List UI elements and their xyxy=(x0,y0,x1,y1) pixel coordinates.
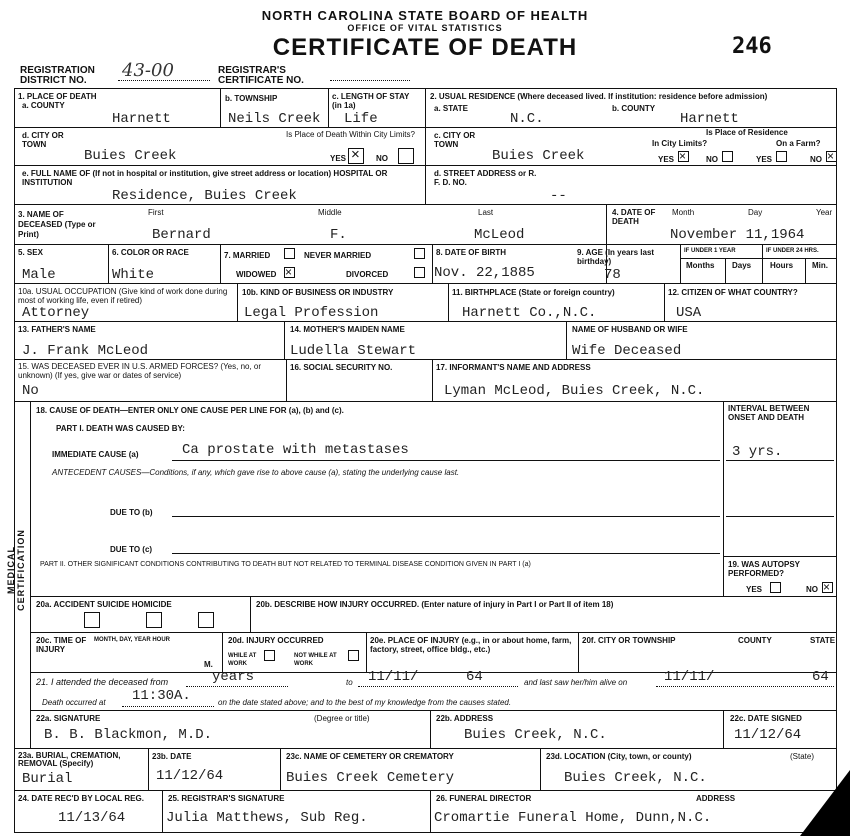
director-label: 26. FUNERAL DIRECTOR xyxy=(436,794,532,803)
homicide-box[interactable] xyxy=(198,612,214,628)
sex-label: 5. SEX xyxy=(18,248,43,257)
mother-value: Ludella Stewart xyxy=(290,343,417,359)
last-saw-year: 64 xyxy=(812,669,829,685)
forces-value: No xyxy=(22,383,39,399)
address-value: Buies Creek, N.C. xyxy=(464,727,607,743)
race-label: 6. COLOR OR RACE xyxy=(112,248,189,257)
autopsy-no-label: NO xyxy=(806,585,818,594)
last-name: McLeod xyxy=(474,227,525,243)
res-street: -- xyxy=(550,188,567,204)
res-place-label: Is Place of Residence xyxy=(706,128,788,137)
burial-date-label: 23b. DATE xyxy=(152,752,192,761)
injury-city-label: 20f. CITY OR TOWNSHIP xyxy=(582,636,676,645)
sex-value: Male xyxy=(22,267,56,283)
accident-box[interactable] xyxy=(84,612,100,628)
while-work-label: WHILE AT WORK xyxy=(228,653,257,667)
married-label: 7. MARRIED xyxy=(224,251,271,260)
never-married-label: NEVER MARRIED xyxy=(304,251,372,260)
autopsy-label: 19. WAS AUTOPSY PERFORMED? xyxy=(728,560,800,578)
death-township-label: b. TOWNSHIP xyxy=(225,94,278,103)
death-limits-yes-box[interactable]: × xyxy=(348,148,364,164)
injury-m-label: M. xyxy=(204,660,213,669)
death-time: 11:30A. xyxy=(132,688,191,704)
director-value: Cromartie Funeral Home, Dunn,N.C. xyxy=(434,810,712,826)
occurred-rest: on the date stated above; and to the best of my knowledge from the causes stated. xyxy=(218,698,512,707)
death-county: Harnett xyxy=(112,111,171,127)
citizen-value: USA xyxy=(676,305,702,321)
stay-value: Life xyxy=(344,111,378,127)
name-label: 3. NAME OF DECEASED (Type or Print) xyxy=(18,210,96,239)
death-limits-yes-label: YES xyxy=(330,154,347,163)
forces-label: 15. WAS DECEASED EVER IN U.S. ARMED FORCES? (Yes, no, or unknown) (If yes, give war or dates of service) xyxy=(18,362,262,380)
dod-month-label: Month xyxy=(672,208,695,217)
first-name: Bernard xyxy=(152,227,211,243)
age-label: 9. AGE (In years last birthday) xyxy=(577,248,655,266)
part2-label: PART II. OTHER SIGNIFICANT CONDITIONS CONTRIBUTING TO DEATH BUT NOT RELATED TO TERMINAL DISEASE CONDITION GIVEN IN PART I (a) xyxy=(40,561,531,568)
birthplace-label: 11. BIRTHPLACE (State or foreign country) xyxy=(452,288,615,297)
married-box[interactable] xyxy=(284,248,295,259)
months-label: Months xyxy=(686,261,715,270)
to-label: to xyxy=(346,678,353,687)
address-label: 22b. ADDRESS xyxy=(436,714,494,723)
dod-year-label: Year xyxy=(816,208,833,217)
director-address-label: ADDRESS xyxy=(696,794,736,803)
reg-cert-label: REGISTRAR'S CERTIFICATE NO. xyxy=(218,65,304,86)
burial-method: Burial xyxy=(22,771,73,787)
last-label: Last xyxy=(478,208,494,217)
injury-occurred-label: 20d. INJURY OCCURRED xyxy=(228,636,324,645)
divorced-box[interactable] xyxy=(414,267,425,278)
res-farm-no-box[interactable]: × xyxy=(826,151,837,162)
degree-label: (Degree or title) xyxy=(314,714,370,723)
reg-district-value: 43-00 xyxy=(122,60,174,81)
autopsy-yes-label: YES xyxy=(746,585,763,594)
reg-district-label: REGISTRATION DISTRICT NO. xyxy=(20,65,95,86)
injury-describe-label: 20b. DESCRIBE HOW INJURY OCCURRED. (Enter nature of injury in Part I or Part II of item 18) xyxy=(256,600,614,609)
res-limits-yes-box[interactable]: × xyxy=(678,151,689,162)
signature-value: B. B. Blackmon, M.D. xyxy=(44,727,213,743)
res-city-label: c. CITY OR TOWN xyxy=(434,131,476,149)
spouse-label: NAME OF HUSBAND OR WIFE xyxy=(572,325,688,334)
attended-to: 11/11/ xyxy=(368,669,419,685)
suicide-box[interactable] xyxy=(146,612,162,628)
last-saw-label: and last saw her/him alive on xyxy=(524,678,628,687)
middle-label: Middle xyxy=(318,208,342,217)
death-county-label: a. COUNTY xyxy=(22,101,65,110)
not-work-label: NOT WHILE AT WORK xyxy=(294,653,337,667)
dod-value: November 11,1964 xyxy=(670,227,805,243)
res-limits-no-label: NO xyxy=(706,155,718,164)
dod-day-label: Day xyxy=(748,208,763,217)
min-label: Min. xyxy=(812,261,828,270)
citizen-label: 12. CITIZEN OF WHAT COUNTRY? xyxy=(668,288,798,297)
ssn-label: 16. SOCIAL SECURITY NO. xyxy=(290,363,393,372)
first-label: First xyxy=(148,208,164,217)
informant-label: 17. INFORMANT'S NAME AND ADDRESS xyxy=(436,363,591,372)
burial-date: 11/12/64 xyxy=(156,768,224,784)
middle-name: F. xyxy=(330,227,347,243)
certificate-number: 246 xyxy=(732,34,772,59)
medical-certification-side-label: MEDICAL CERTIFICATION xyxy=(6,529,26,611)
res-farm-yes-label: YES xyxy=(756,155,773,164)
due-c-label: DUE TO (c) xyxy=(110,545,153,554)
dob-value: Nov. 22,1885 xyxy=(434,265,535,281)
office-title: OFFICE OF VITAL STATISTICS xyxy=(347,23,503,33)
res-county: Harnett xyxy=(680,111,739,127)
stay-label: c. LENGTH OF STAY (in 1a) xyxy=(332,92,410,110)
cause-heading: 18. CAUSE OF DEATH—ENTER ONLY ONE CAUSE PER LINE FOR (a), (b) and (c). xyxy=(36,406,344,415)
hospital-label: e. FULL NAME OF (If not in hospital or institution, give street address or location) HOSPITAL OR INSTITUTION xyxy=(22,169,388,187)
part1-label: PART I. DEATH WAS CAUSED BY: xyxy=(56,424,185,433)
interval-value: 3 yrs. xyxy=(732,444,783,460)
res-farm-no-label: NO xyxy=(810,155,822,164)
hospital-value: Residence, Buies Creek xyxy=(112,188,297,204)
res-farm-label: On a Farm? xyxy=(776,139,821,148)
death-township: Neils Creek xyxy=(228,111,321,127)
age-value: 78 xyxy=(604,267,621,283)
res-street-label: d. STREET ADDRESS or R. F. D. NO. xyxy=(434,169,537,187)
res-city: Buies Creek xyxy=(492,148,585,164)
days-label: Days xyxy=(732,261,752,270)
signature-label: 22a. SIGNATURE xyxy=(36,714,101,723)
immediate-value: Ca prostate with metastases xyxy=(182,442,409,458)
spouse-value: Wife Deceased xyxy=(572,343,682,359)
board-title: NORTH CAROLINA STATE BOARD OF HEALTH xyxy=(261,8,589,23)
never-married-box[interactable] xyxy=(414,248,425,259)
dob-label: 8. DATE OF BIRTH xyxy=(436,248,507,257)
business-label: 10b. KIND OF BUSINESS OR INDUSTRY xyxy=(242,288,394,297)
under24-label: IF UNDER 24 HRS. xyxy=(766,248,819,254)
attended-from: years xyxy=(212,669,255,685)
father-value: J. Frank McLeod xyxy=(22,343,149,359)
place-injury-label: 20e. PLACE OF INJURY (e.g., in or about home, farm, factory, street, office bldg., etc.) xyxy=(370,636,572,654)
while-work-box[interactable] xyxy=(264,650,275,661)
date-signed-value: 11/12/64 xyxy=(734,727,802,743)
occupation-label: 10a. USUAL OCCUPATION (Give kind of work done during most of working life, even if retired) xyxy=(18,287,228,305)
death-limits-label: Is Place of Death Within City Limits? xyxy=(286,130,415,139)
registrar-label: 25. REGISTRAR'S SIGNATURE xyxy=(168,794,285,803)
death-city: Buies Creek xyxy=(84,148,177,164)
res-limits-no-box[interactable] xyxy=(722,151,733,162)
death-city-label: d. CITY OR TOWN xyxy=(22,131,64,149)
cemetery-value: Buies Creek Cemetery xyxy=(286,770,455,786)
injury-time-label: 20c. TIME OF INJURY xyxy=(36,636,87,654)
interval-label: INTERVAL BETWEEN ONSET AND DEATH xyxy=(728,404,810,422)
immediate-label: IMMEDIATE CAUSE (a) xyxy=(52,450,139,459)
widowed-box[interactable]: × xyxy=(284,267,295,278)
location-value: Buies Creek, N.C. xyxy=(564,770,707,786)
race-value: White xyxy=(112,267,155,283)
location-label: 23d. LOCATION (City, town, or county) xyxy=(546,752,692,761)
residence-heading: 2. USUAL RESIDENCE (Where deceased lived. If institution: residence before admission) xyxy=(430,92,768,101)
res-farm-yes-box[interactable] xyxy=(776,151,787,162)
attended-label: 21. I attended the deceased from xyxy=(36,677,169,687)
rec-date-label: 24. DATE REC'D BY LOCAL REG. xyxy=(18,794,144,803)
corner-mark xyxy=(800,770,850,836)
location-state-label: (State) xyxy=(790,752,815,761)
cemetery-label: 23c. NAME OF CEMETERY OR CREMATORY xyxy=(286,752,454,761)
informant-value: Lyman McLeod, Buies Creek, N.C. xyxy=(444,383,705,399)
mother-label: 14. MOTHER'S MAIDEN NAME xyxy=(290,325,405,334)
injury-state-label: STATE xyxy=(810,636,836,645)
divorced-label: DIVORCED xyxy=(346,270,389,279)
dod-label: 4. DATE OF DEATH xyxy=(612,208,656,226)
injury-time-sub-label: MONTH, DAY, YEAR HOUR xyxy=(94,637,171,643)
under1-label: IF UNDER 1 YEAR xyxy=(684,248,736,254)
last-saw-date: 11/11/ xyxy=(664,669,715,685)
business-value: Legal Profession xyxy=(244,305,379,321)
widowed-label: WIDOWED xyxy=(236,270,277,279)
hours-label: Hours xyxy=(770,261,794,270)
due-b-label: DUE TO (b) xyxy=(110,508,153,517)
res-state: N.C. xyxy=(510,111,544,127)
autopsy-yes-box[interactable] xyxy=(770,582,781,593)
burial-method-label: 23a. BURIAL, CREMATION, REMOVAL (Specify) xyxy=(18,751,121,768)
birthplace-value: Harnett Co.,N.C. xyxy=(462,305,597,321)
injury-county-label: COUNTY xyxy=(738,636,772,645)
res-state-label: a. STATE xyxy=(434,104,468,113)
res-county-label: b. COUNTY xyxy=(612,104,656,113)
antecedent-label: ANTECEDENT CAUSES—Conditions, if any, which gave rise to above cause (a), stating the underlying cause last. xyxy=(52,468,460,477)
date-signed-label: 22c. DATE SIGNED xyxy=(730,714,802,723)
death-limits-no-box[interactable] xyxy=(398,148,414,164)
occurred-label: Death occurred at xyxy=(42,698,106,707)
place-of-death-heading: 1. PLACE OF DEATH xyxy=(18,92,97,101)
accident-label: 20a. ACCIDENT SUICIDE HOMICIDE xyxy=(36,600,172,609)
certificate-title: CERTIFICATE OF DEATH xyxy=(272,34,578,61)
father-label: 13. FATHER'S NAME xyxy=(18,325,96,334)
registrar-value: Julia Matthews, Sub Reg. xyxy=(166,810,368,826)
attended-to-year: 64 xyxy=(466,669,483,685)
autopsy-no-box[interactable]: × xyxy=(822,582,833,593)
res-limits-yes-label: YES xyxy=(658,155,675,164)
not-work-box[interactable] xyxy=(348,650,359,661)
death-limits-no-label: NO xyxy=(376,154,388,163)
occupation-value: Attorney xyxy=(22,305,90,321)
rec-date: 11/13/64 xyxy=(58,810,126,826)
res-limits-label: In City Limits? xyxy=(652,139,708,148)
